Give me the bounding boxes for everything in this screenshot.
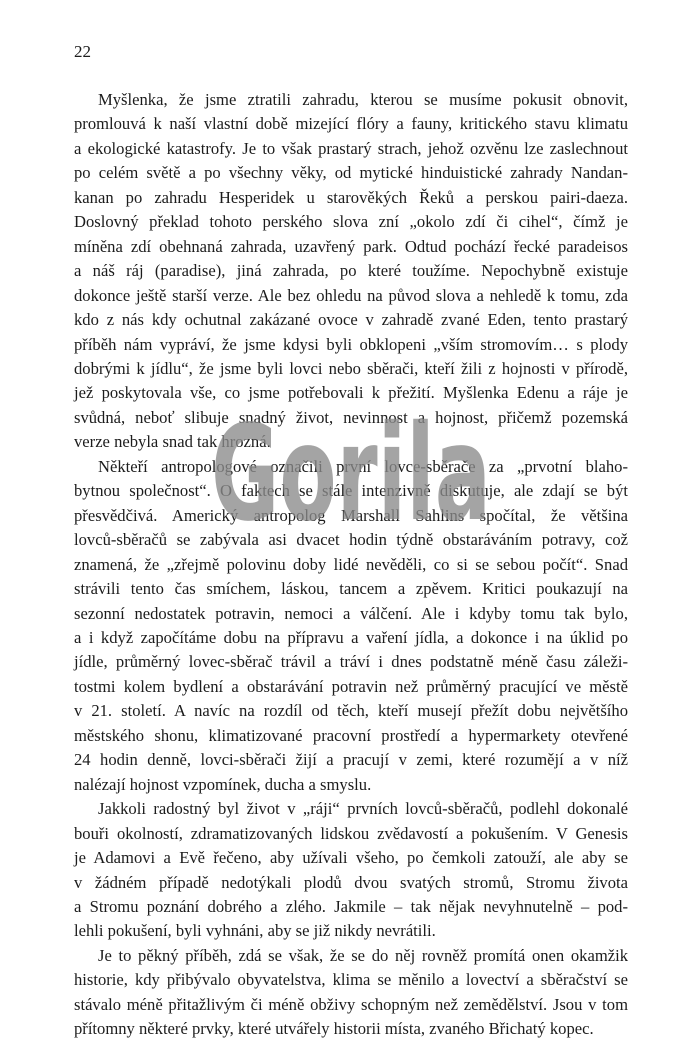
- text-line: po celém světě a po všechny věky, od mytické hinduistické zahrady Nandan-: [74, 163, 628, 183]
- text-line: dokonce ještě starší verze. Ale bez ohledu na původ slova a nehledě k tomu, zda: [74, 285, 628, 305]
- text-line: 24 hodin denně, lovci-sběrači žijí a pracují v zemi, které rozumějí a v níž: [74, 750, 628, 770]
- text-line: v žádném případě nedotýkali plodů dvou svatých stromů, Stromu života: [74, 872, 628, 892]
- text-line: přesvědčivá. Americký antropolog Marshall Sahlins spočítal, že většina: [74, 505, 628, 525]
- text-line: kanan po zahradu Hesperidek u starověkých Řeků a perskou pairi-daeza.: [74, 187, 628, 207]
- text-line: a ekologické katastrofy. Je to však prastarý strach, jehož ozvěnu lze zaslechnout: [74, 138, 628, 158]
- text-line: strávili tento čas smíchem, láskou, tancem a zpěvem. Kritici poukazují na: [74, 579, 628, 599]
- watermark-text: Gorila: [211, 397, 491, 551]
- text-line: jež poskytovala vše, co jsme potřebovali k přežití. Myšlenka Edenu a ráje je: [74, 383, 628, 403]
- paragraph: [74, 797, 628, 944]
- page-number: 22: [74, 42, 91, 61]
- text-line: přítomny některé prvky, které utvářely historii místa, zvaného Břichatý kopec.: [74, 1019, 594, 1039]
- text-line: bouři okolností, zdramatizovaných lidskou zvědavostí a pokušením. V Genesis: [74, 823, 628, 843]
- text-line: kdo z nás kdy ochutnal zakázané ovoce v zahradě zvané Eden, tento prastarý: [74, 310, 628, 330]
- text-line: verze nebyla snad tak hrozná.: [74, 432, 271, 452]
- text-line: městského shonu, klimatizované pracovní prostředí a hypermarkety otevřené: [74, 725, 628, 745]
- text-line: a náš ráj (paradise), jiná zahrada, po které toužíme. Nepochybně existuje: [74, 261, 628, 281]
- text-line: a Stromu poznání dobrého a zlého. Jakmile – tak nějak nevyhnutelně – pod-: [74, 896, 628, 916]
- paragraph: [74, 88, 628, 455]
- text-line: příběh nám vypráví, že jsme kdysi byli obklopeni „vším stromovím… s plody: [74, 334, 628, 354]
- text-line: míněna zdí obehnaná zahrada, uzavřený park. Odtud pochází řecké paradeisos: [74, 236, 628, 256]
- text-line: tostmi kolem bydlení a obstarávání potravin než průměrný pracující ve městě: [74, 676, 628, 696]
- text-line: Je to pěkný příběh, zdá se však, že se do něj rovněž promítá onen okamžik: [98, 945, 628, 965]
- text-line: nalézají hojnost vzpomínek, ducha a smyslu.: [74, 774, 372, 794]
- text-line: svůdná, neboť slibuje snadný život, nevinnost a hojnost, přičemž pozemská: [74, 407, 628, 427]
- text-line: Doslovný překlad tohoto perského slova zní „okolo zdí či cihel“, čímž je: [74, 212, 628, 232]
- text-line: znamená, že „zřejmě polovinu doby lidé nevěděli, co si se sebou počít“. Snad: [74, 554, 628, 574]
- text-line: promlouvá k naší vlastní době mizející flóry a fauny, kritického stavu klimatu: [74, 114, 628, 134]
- text-line: v 21. století. A navíc na rozdíl od těch, kteří musejí přežít dobu největšího: [74, 701, 628, 721]
- paragraph: [74, 944, 628, 1042]
- text-line: dobrými k jídlu“, že jsme byli lovci nebo sběrači, kteří žili z hojnosti v přírodě,: [74, 358, 628, 378]
- body-text: [74, 88, 628, 1042]
- text-line: bytnou společnost“. O faktech se stále intenzivně diskutuje, ale zdají se být: [74, 481, 628, 501]
- text-line: Jakkoli radostný byl život v „ráji“ prvních lovců-sběračů, podlehl dokonalé: [98, 799, 628, 819]
- text-line: lovců-sběračů se zabývala asi dvacet hodin týdně obstaráváním potravy, což: [74, 530, 628, 550]
- paragraph: [74, 455, 628, 797]
- text-line: sezonní nedostatek potravin, nemoci a válčení. Ale i kdyby tomu tak bylo,: [74, 603, 628, 623]
- text-line: stávalo méně přitažlivým či méně obživy schopným než zemědělství. Jsou v tom: [74, 994, 628, 1014]
- text-line: jídle, průměrný lovec-sběrač trávil a tráví i dnes podstatně méně času záleži-: [74, 652, 628, 672]
- text-line: a i když započítáme dobu na přípravu a vaření jídla, a dokonce i na úklid po: [74, 627, 628, 647]
- text-line: Někteří antropologové označili první lovce-sběrače za „prvotní blaho-: [98, 456, 628, 476]
- text-line: lehli pokušení, byli vyhnáni, aby se již nikdy nevrátili.: [74, 921, 436, 941]
- text-line: Myšlenka, že jsme ztratili zahradu, kterou se musíme pokusit obnovit,: [98, 90, 628, 109]
- text-line: historie, kdy přibývalo obyvatelstva, klima se měnilo a lovectví a sběračství se: [74, 970, 628, 990]
- text-line: je Adamovi a Evě řečeno, aby užívali všeho, po čemkoli zatouží, ale aby se: [74, 848, 628, 868]
